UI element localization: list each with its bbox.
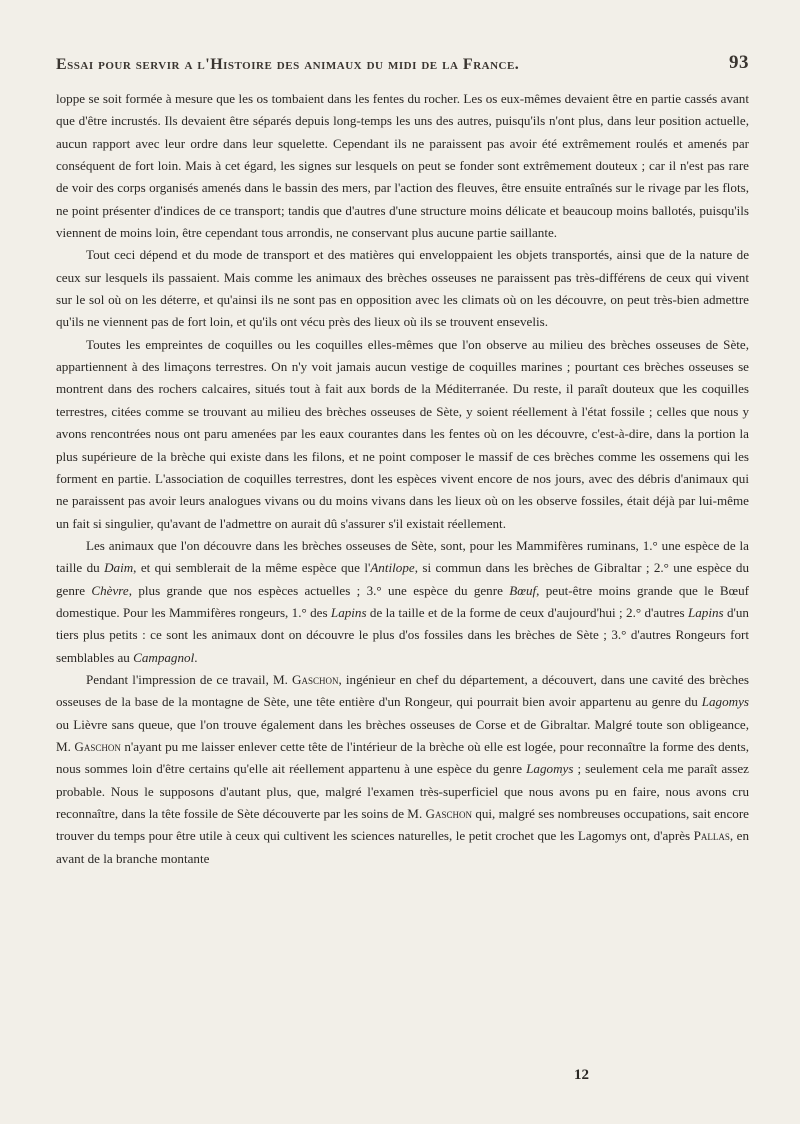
author-name: Gaschon [292, 671, 339, 687]
italic-term: Bœuf [509, 582, 537, 598]
body-text [56, 88, 749, 870]
text-run: , ingénieur en chef du département, a découvert, dans une cavité des brèches osseuses de la base de la montagne de Sète, une tête entière d'un Rongeur, qui pourrait bien avoir appartenu au genre du [56, 671, 749, 710]
text-run: ou Lièvre sans queue, que l'on trouve également dans les brèches osseuses de Corse et de Gibraltar. Malgré toute son obligeance, M. [56, 716, 749, 754]
italic-term: Lagomys [701, 694, 749, 710]
text-run: loppe se soit formée à mesure que les os tombaient dans les fentes du rocher. Les os eux-mêmes devaient être en partie cassés avant que d'être incrustés. Ils devaient être séparés depuis long-temps les uns des autres, puisqu'ils n'ont plus, dans leur position actuelle, aucun rapport avec leur ordre dans leur squelette. Cependant ils ne paraissent pas avoir été extrêmement roulés et amenés par conséquent de fort loin. Mais à cet égard, les signes sur lesquels on peut se fonder sont extrêmement douteux ; car il n'est pas rare de voir des corps organisés amenés dans le bassin des mers, par l'action des fleuves, être ensuite entraînés sur le rivage par les flots, ne point présenter d'indices de ce transport; tandis que d'autres d'une structure moins délicate et beaucoup moins ballotés, puisqu'ils viennent de moins loin, être cependant tous arrondis, ne conservant plus aucune partie saillante. [56, 91, 749, 241]
italic-term: Antilope [370, 560, 415, 576]
signature-mark: 12 [574, 1067, 589, 1083]
text-run: de la taille et de la forme de ceux d'aujourd'hui ; 2.° d'autres [366, 604, 688, 620]
paragraph [56, 244, 749, 333]
italic-term: Lapins [330, 604, 367, 620]
italic-term: Lapins [687, 604, 724, 620]
text-run: n'ayant pu me laisser enlever cette tête de l'intérieur de la brèche où elle est logée, pour reconnaître la forme des dents, nous sommes loin d'être certains qu'elle ait réellement appartenu à une espèce du genre [56, 738, 749, 777]
text-run: , et qui semblerait de la même espèce que l' [133, 560, 371, 576]
author-name: Gaschon [425, 806, 473, 821]
italic-term: Lagomys [526, 761, 574, 777]
text-run: Les animaux que l'on découvre dans les brèches osseuses de Sète, sont, pour les Mammifères ruminans, 1.° une espèce de la taille du [56, 537, 749, 576]
text-run: Pendant l'impression de ce travail, M. [86, 671, 293, 687]
italic-term: Campagnol [133, 649, 195, 665]
text-run: , peut-être moins grande que le Bœuf domestique. Pour les Mammifères rongeurs, 1.° des [56, 582, 749, 620]
text-run: qui, malgré ses nombreuses occupations, sait encore trouver du temps pour être utile à ceux qui cultivent les sciences naturelles, le petit crochet que les Lagomys ont, d'après [56, 806, 749, 844]
paragraph [56, 669, 749, 870]
paragraph [56, 334, 749, 535]
text-run: , en avant de la branche montante [56, 828, 750, 866]
text-run: Toutes les empreintes de coquilles ou les coquilles elles-mêmes que l'on observe au milieu des brèches osseuses de Sète, appartiennent à des limaçons terrestres. On n'y voit jamais aucun vestige de coquilles marines ; pourtant ces brèches osseuses se montrent dans des rochers calcaires, situés tout à fait aux bords de la Méditerranée. Du reste, il paraît douteux que les coquilles terrestres, citées comme se trouvant au milieu des brèches osseuses de Sète, y soient réellement à l'état fossile ; celles que nous y avons rencontrées nous ont paru amenées par les eaux courantes dans les fentes où on les découvre, c'est-à-dire, dans la portion la plus supérieure de la brèche qui existe dans les filons, et ne point composer le massif de ces brèches comme les ossemens qui les forment en partie. L'association de coquilles terrestres, dont les espèces vivent encore de nos jours, avec des débris d'animaux qui ne paraissent pas avoir leurs analogues vivans ou du moins vivans dans les lieux où on les observe fossiles, était déjà par lui-même un fait si singulier, qu'avant de l'admettre on aurait dû s'assurer s'il existait réellement. [56, 336, 749, 531]
text-run: , si commun dans les brèches de Gibraltar ; 2.° une espèce du genre [56, 560, 749, 598]
paragraph [56, 535, 749, 669]
text-run: Tout ceci dépend et du mode de transport et des matières qui enveloppaient les objets transportés, ainsi que de la nature de ceux sur lesquels ils passaient. Mais comme les animaux des brèches osseuses ne paraissent pas très-différens de ceux qui vivent sur le sol où on les déterre, et qu'ainsi ils ne sont pas en opposition avec les climats où on les découvre, on peut très-bien admettre qu'ils ne viennent pas de fort loin, et qu'ils ont vécu près des lieux où ils se trouvent ensevelis. [56, 247, 749, 330]
italic-term: Daim [104, 560, 134, 576]
running-header [56, 52, 749, 88]
page-number: 93 [729, 52, 749, 73]
paragraph [56, 88, 749, 244]
running-title: Essai pour servir a l'Histoire des animaux du midi de la France. [56, 56, 520, 73]
author-name: Pallas [693, 828, 730, 844]
author-name: Gaschon [74, 738, 121, 754]
document-page [56, 52, 750, 870]
text-run: d'un tiers plus petits : ce sont les animaux dont on découvre le plus d'os fossiles dans les brèches de Sète ; 3.° d'autres Rongeurs fort semblables au [56, 604, 749, 665]
italic-term: Chèvre [91, 582, 129, 598]
text-run: ; seulement cela me paraît assez probable. Nous le supposons d'autant plus, que, malgré l'examen très-superficiel que nous avons pu en faire, nous avons cru reconnaître, dans la tête fossile de Sète découverte par les soins de M. [56, 761, 749, 821]
text-run: , plus grande que nos espèces actuelles ; 3.° une espèce du genre [128, 582, 510, 598]
text-run: . [194, 649, 198, 665]
